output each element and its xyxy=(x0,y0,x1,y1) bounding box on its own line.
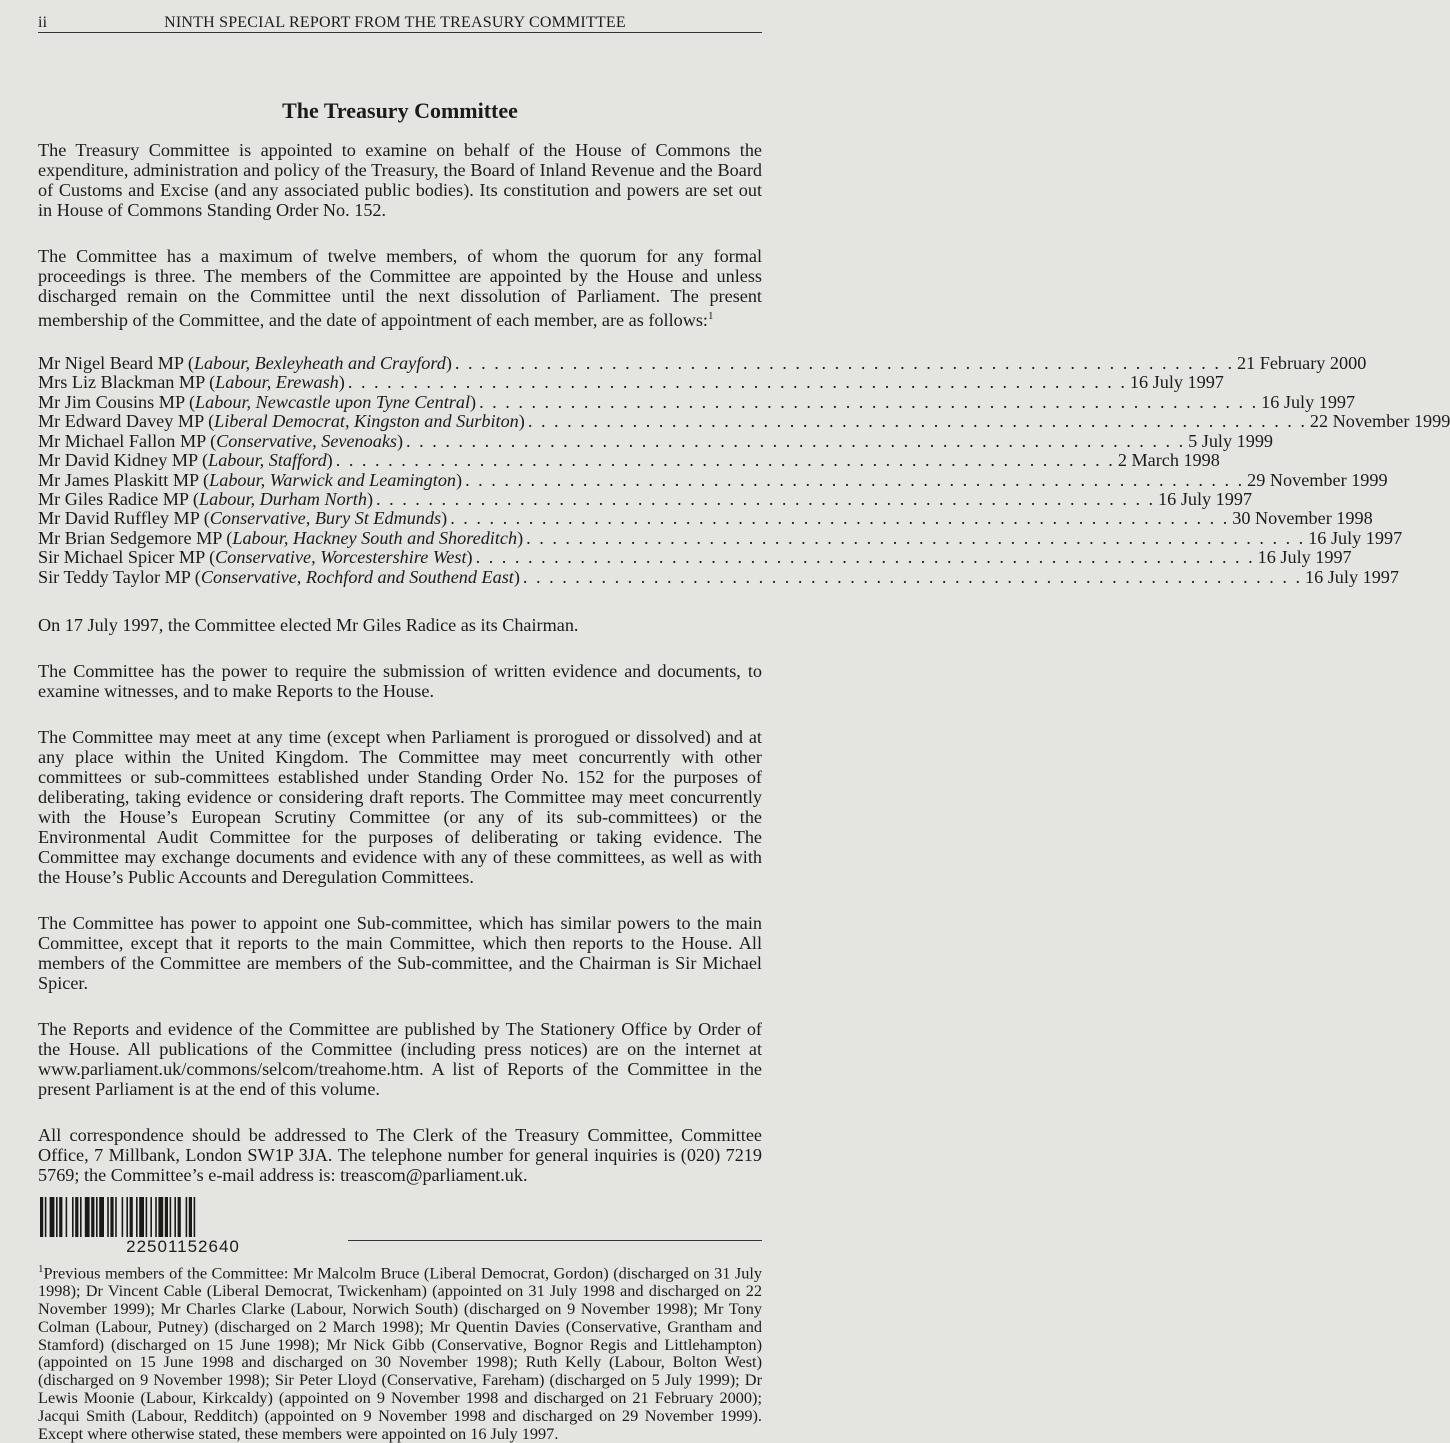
leader-dots: . . . . . . . . . . . . . . . . . . . . . . . . . . . . . . . . . . . . . . . . . . . . . . . . . . . . . . . . . . . . xyxy=(347,372,1127,393)
member-name-party: Mr David Kidney MP (Labour, Stafford) xyxy=(38,450,333,471)
member-name-party: Mr Giles Radice MP (Labour, Durham North) xyxy=(38,488,373,509)
appointment-date: 30 November 1998 xyxy=(1232,508,1373,529)
barcode-bar xyxy=(59,1197,62,1237)
barcode-bar xyxy=(174,1197,176,1237)
leader-dots: . . . . . . . . . . . . . . . . . . . . . . . . . . . . . . . . . . . . . . . . . . . . . . . . . . . . . . . . . . . . xyxy=(522,566,1302,587)
member-row xyxy=(38,527,1403,548)
member-name: Mr James Plaskitt MP xyxy=(38,469,199,490)
member-name-party: Mr Nigel Beard MP (Labour, Bexleyheath and Crayford) xyxy=(38,353,452,374)
barcode-bar xyxy=(50,1197,55,1237)
barcode-bar xyxy=(96,1197,98,1237)
leader-dots: . . . . . . . . . . . . . . . . . . . . . . . . . . . . . . . . . . . . . . . . . . . . . . . . . . . . . . . . . . . . xyxy=(450,508,1230,529)
member-party: Labour, Erewash xyxy=(215,372,339,393)
page-content xyxy=(38,38,1450,1443)
member-row xyxy=(38,508,1373,529)
member-name: Mr David Kidney MP xyxy=(38,450,198,471)
barcode-bar xyxy=(165,1197,168,1237)
member-name-party: Mr Edward Davey MP (Liberal Democrat, Kingston and Surbiton) xyxy=(38,411,525,432)
leader-dots: . . . . . . . . . . . . . . . . . . . . . . . . . . . . . . . . . . . . . . . . . . . . . . . . . . . . . . . . . . . . xyxy=(335,450,1115,471)
member-name: Mr Brian Sedgemore MP xyxy=(38,527,222,548)
member-party: Labour, Newcastle upon Tyne Central xyxy=(195,391,470,412)
member-party: Labour, Durham North xyxy=(198,488,367,509)
member-name: Sir Teddy Taylor MP xyxy=(38,566,191,587)
footnote-text: Previous members of the Committee: Mr Malcolm Bruce (Liberal Democrat, Gordon) (discharged on 31 July 1998); Dr Vincent Cable (Liberal Democrat, Twickenham) (appointed on 31 July 1998 and discharged on 22 November 1999); Mr Charles Clarke (Labour, Norwich South) (discharged on 9 November 1998); Mr Tony Colman (Labour, Putney) (discharged on 2 March 1998); Mr Quentin Davies (Conservative, Grantham and Stamford) (discharged on 15 June 1998); Mr Nick Gibb (Conservative, Bognor Regis and Littlehampton) (appointed on 15 June 1998 and discharged on 30 November 1998); Ruth Kelly (Labour, Bolton West) (discharged on 9 November 1998); Sir Peter Lloyd (Conservative, Fareham) (discharged on 5 July 1999); Dr Lewis Moonie (Labour, Kirkcaldy) (appointed on 9 November 1998 and discharged on 21 February 2000); Jacqui Smith (Labour, Redditch) (appointed on 9 November 1998 and discharged on 29 November 1999). Except where otherwise stated, these members were appointed on 16 July 1997. xyxy=(38,1263,762,1443)
appointment-date: 29 November 1999 xyxy=(1247,469,1388,490)
member-name-party: Mr Michael Fallon MP (Conservative, Sevenoaks) xyxy=(38,430,404,451)
barcode-bar xyxy=(56,1197,58,1237)
chairman-paragraph: On 17 July 1997, the Committee elected Mr Giles Radice as its Chairman. xyxy=(38,614,579,635)
barcode-bar xyxy=(122,1197,124,1237)
barcode-bar xyxy=(45,1197,47,1237)
appointment-date: 16 July 1997 xyxy=(1129,372,1224,393)
member-name-party: Sir Teddy Taylor MP (Conservative, Rochford and Southend East) xyxy=(38,566,520,587)
barcode-bar xyxy=(189,1197,192,1237)
member-party: Labour, Stafford xyxy=(208,450,327,471)
leader-dots: . . . . . . . . . . . . . . . . . . . . . . . . . . . . . . . . . . . . . . . . . . . . . . . . . . . . . . . . . . . . xyxy=(475,547,1255,568)
member-row xyxy=(38,411,1450,432)
barcode-bar xyxy=(75,1197,78,1237)
membership-text: The Committee has a maximum of twelve members, of whom the quorum for any formal proceedings is three. The members of the Committee are appointed by the House and unless discharged remain on the Committee until the next dissolution of Parliament. The present membership of the Committee, and the date of appointment of each member, are as follows: xyxy=(38,246,762,331)
leader-dots: . . . . . . . . . . . . . . . . . . . . . . . . . . . . . . . . . . . . . . . . . . . . . . . . . . . . . . . . . . . . xyxy=(479,391,1259,412)
barcode-bar xyxy=(80,1197,82,1237)
member-name: Mr Nigel Beard MP xyxy=(38,353,184,374)
barcode-bar xyxy=(139,1197,144,1237)
barcode-area xyxy=(38,1197,762,1257)
member-row xyxy=(38,566,1399,587)
barcode-bar xyxy=(40,1197,43,1237)
barcode xyxy=(38,1197,328,1257)
member-name: Mrs Liz Blackman MP xyxy=(38,372,205,393)
member-party: Conservative, Rochford and Southend East xyxy=(200,566,514,587)
powers-paragraph: The Committee has the power to require the submission of written evidence and documents, to examine witnesses, and to make Reports to the House. xyxy=(38,660,762,701)
running-header xyxy=(38,6,762,33)
member-row xyxy=(38,391,1356,412)
reports-paragraph: The Reports and evidence of the Committee are published by The Stationery Office by Order of the House. All publications of the Committee (including press notices) are on the internet at www.parliament.uk/commons/selcom/treahome.htm. A list of Reports of the Committee in the present Parliament is at the end of this volume. xyxy=(38,1018,762,1099)
barcode-bar xyxy=(85,1197,90,1237)
appointment-date: 22 November 1999 xyxy=(1309,411,1450,432)
member-name: Mr Edward Davey MP xyxy=(38,411,204,432)
membership-paragraph xyxy=(38,246,762,330)
barcode-bar xyxy=(126,1197,128,1237)
member-party: Conservative, Bury St Edmunds xyxy=(209,508,442,529)
barcode-bar xyxy=(115,1197,117,1237)
running-title: NINTH SPECIAL REPORT FROM THE TREASURY COMMITTEE xyxy=(164,14,626,31)
member-name-party: Mr David Ruffley MP (Conservative, Bury St Edmunds) xyxy=(38,508,448,529)
appointment-date: 2 March 1998 xyxy=(1117,450,1220,471)
correspondence-paragraph: All correspondence should be addressed to The Clerk of the Treasury Committee, Committee Office, 7 Millbank, London SW1P 3JA. The telephone number for general inquiries is (020) 7219 5769; the Committee’s e-mail address is: treascom@parliament.uk. xyxy=(38,1124,762,1185)
barcode-bar xyxy=(130,1197,133,1237)
appointment-date: 16 July 1997 xyxy=(1305,566,1399,587)
barcode-bar xyxy=(72,1197,74,1237)
member-name-party: Mrs Liz Blackman MP (Labour, Erewash) xyxy=(38,372,345,393)
member-name: Sir Michael Spicer MP xyxy=(38,547,205,568)
leader-dots: . . . . . . . . . . . . . . . . . . . . . . . . . . . . . . . . . . . . . . . . . . . . . . . . . . . . . . . . . . . . xyxy=(526,527,1306,548)
member-row xyxy=(38,450,1220,471)
appointment-date: 16 July 1997 xyxy=(1261,391,1356,412)
footnote-reference[interactable]: 1 xyxy=(707,310,714,322)
member-row xyxy=(38,353,1367,374)
barcode-bar xyxy=(194,1197,196,1237)
member-name-party: Mr Brian Sedgemore MP (Labour, Hackney South and Shoreditch) xyxy=(38,527,524,548)
barcode-bar xyxy=(107,1197,109,1237)
barcode-bar xyxy=(150,1197,152,1237)
barcode-bar xyxy=(178,1197,181,1237)
member-row xyxy=(38,430,1274,451)
member-name: Mr Jim Cousins MP xyxy=(38,391,185,412)
meetings-paragraph: The Committee may meet at any time (except when Parliament is prorogued or dissolved) and at any place within the United Kingdom. The Committee may meet concurrently with other committees or sub-committees established under Standing Order No. 152 for the purposes of deliberating, taking evidence or considering draft reports. The Committee may meet concurrently with the House’s European Scrutiny Committee (or any of its sub-committees) or the Environmental Audit Committee for the purposes of deliberating or taking evidence. The Committee may exchange documents and evidence with any of these committees, as well as with the House’s Public Accounts and Deregulation Committees. xyxy=(38,726,762,887)
appointment-date: 16 July 1997 xyxy=(1158,488,1253,509)
page-title: The Treasury Committee xyxy=(282,98,518,123)
member-name: Mr Michael Fallon MP xyxy=(38,430,206,451)
member-party: Conservative, Worcestershire West xyxy=(215,547,467,568)
barcode-bar xyxy=(170,1197,172,1237)
barcode-bar xyxy=(91,1197,94,1237)
footnote xyxy=(38,1261,762,1442)
leader-dots: . . . . . . . . . . . . . . . . . . . . . . . . . . . . . . . . . . . . . . . . . . . . . . . . . . . . . . . . . . . . xyxy=(406,430,1186,451)
appointment-date: 5 July 1999 xyxy=(1188,430,1274,451)
member-row xyxy=(38,488,1253,509)
leader-dots: . . . . . . . . . . . . . . . . . . . . . . . . . . . . . . . . . . . . . . . . . . . . . . . . . . . . . . . . . . . . xyxy=(465,469,1245,490)
member-row xyxy=(38,469,1388,490)
leader-dots: . . . . . . . . . . . . . . . . . . . . . . . . . . . . . . . . . . . . . . . . . . . . . . . . . . . . . . . . . . . . xyxy=(527,411,1307,432)
page-folio: ii xyxy=(38,14,48,31)
intro-paragraph: The Treasury Committee is appointed to examine on behalf of the House of Commons the expenditure, administration and policy of the Treasury, the Board of Inland Revenue and the Board of Customs and Excise (and any associated public bodies). Its constitution and powers are set out in House of Commons Standing Order No. 152. xyxy=(38,140,762,220)
leader-dots: . . . . . . . . . . . . . . . . . . . . . . . . . . . . . . . . . . . . . . . . . . . . . . . . . . . . . . . . . . . . xyxy=(376,488,1156,509)
member-name-party: Mr James Plaskitt MP (Labour, Warwick and Leamington) xyxy=(38,469,463,490)
barcode-bar xyxy=(66,1197,68,1237)
leader-dots: . . . . . . . . . . . . . . . . . . . . . . . . . . . . . . . . . . . . . . . . . . . . . . . . . . . . . . . . . . . . xyxy=(454,353,1234,374)
barcode-image xyxy=(38,1197,328,1237)
barcode-bar xyxy=(155,1197,157,1237)
member-name-party: Sir Michael Spicer MP (Conservative, Worcestershire West) xyxy=(38,547,473,568)
member-name: Mr Giles Radice MP xyxy=(38,488,189,509)
footnote-rule xyxy=(348,1240,762,1241)
barcode-number: 22501152640 xyxy=(126,1236,240,1256)
member-row xyxy=(38,547,1352,568)
barcode-bar xyxy=(136,1197,138,1237)
member-party: Conservative, Sevenoaks xyxy=(216,430,397,451)
barcode-bar xyxy=(146,1197,148,1237)
member-party: Labour, Hackney South and Shoreditch xyxy=(232,527,518,548)
appointment-date: 21 February 2000 xyxy=(1236,353,1367,374)
member-name: Mr David Ruffley MP xyxy=(38,508,200,529)
member-row xyxy=(38,372,1224,393)
member-list xyxy=(38,353,1450,587)
subcommittee-paragraph: The Committee has power to appoint one Sub-committee, which has similar powers to the main Committee, except that it reports to the main Committee, which then reports to the House. All members of the Committee are members of the Sub-committee, and the Chairman is Sir Michael Spicer. xyxy=(38,912,762,993)
member-party: Labour, Bexleyheath and Crayford xyxy=(193,353,446,374)
member-party: Liberal Democrat, Kingston and Surbiton xyxy=(214,411,519,432)
barcode-bar xyxy=(110,1197,113,1237)
appointment-date: 16 July 1997 xyxy=(1308,527,1403,548)
barcode-bar xyxy=(158,1197,163,1237)
barcode-bar xyxy=(99,1197,104,1237)
barcode-bar xyxy=(186,1197,188,1237)
footnote-mark: 1 xyxy=(38,1262,44,1275)
appointment-date: 16 July 1997 xyxy=(1257,547,1352,568)
member-party: Labour, Warwick and Leamington xyxy=(209,469,457,490)
member-name-party: Mr Jim Cousins MP (Labour, Newcastle upon Tyne Central) xyxy=(38,391,477,412)
